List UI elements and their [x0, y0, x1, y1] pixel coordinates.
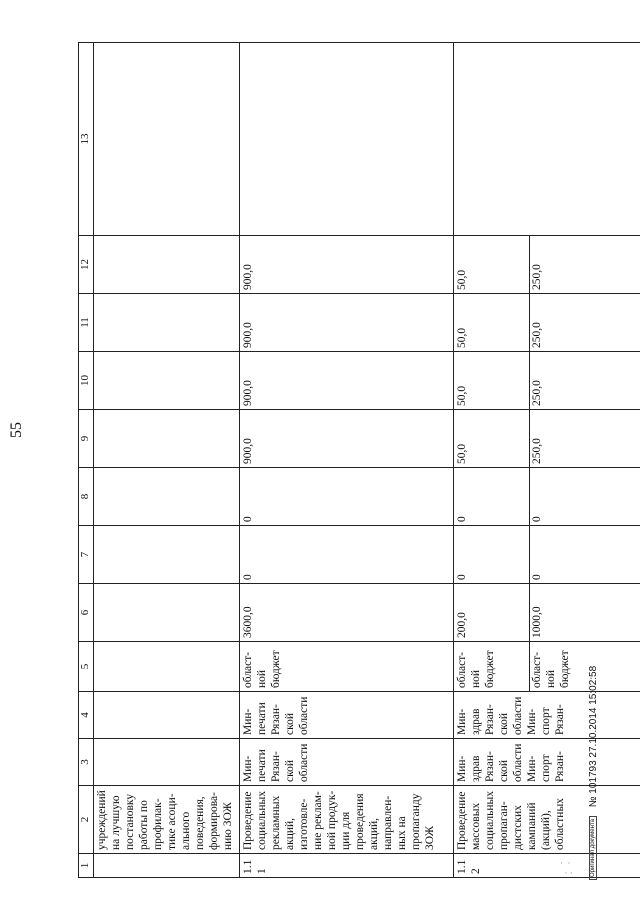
row-year-line: 250,0	[529, 410, 544, 467]
row-year	[454, 236, 640, 294]
header-cell: 5	[79, 642, 94, 692]
row-year-line: 0	[529, 526, 544, 583]
rotated-table-wrapper	[78, 42, 640, 878]
row-source	[94, 642, 240, 692]
row-year: 900,0	[240, 352, 454, 410]
row-total	[94, 584, 240, 642]
row-number: 1.11	[240, 854, 454, 878]
row-year-line: 50,0	[456, 327, 468, 348]
row-year	[454, 294, 640, 352]
row-source-line: област-ной бюджет	[456, 650, 497, 688]
header-cell: 2	[79, 786, 94, 854]
row-year	[454, 352, 640, 410]
row-executor	[94, 739, 240, 786]
table-row	[94, 43, 240, 878]
row-co-executor: Мин-здрав Рязан-ской области Мин-спорт Рязан-	[454, 692, 640, 739]
row-year-line: 0	[456, 574, 468, 580]
row-number	[94, 854, 240, 878]
row-year-line: 50,0	[456, 269, 468, 290]
row-year-line: 0	[456, 516, 468, 522]
header-cell: 7	[79, 526, 94, 584]
row-name: учреждений на лучшую постановку работы по профилак-тике асоци-ального поведения, формирова-нию ЗОЖ	[94, 786, 240, 854]
table-row	[240, 43, 454, 878]
row-source-line: област-ной бюджет	[529, 642, 572, 691]
row-year	[454, 526, 640, 584]
row-year	[94, 468, 240, 526]
row-year	[94, 236, 240, 294]
row-total-line: 200,0	[456, 612, 468, 638]
row-year-line: 0	[529, 468, 544, 525]
page-number: 55	[8, 422, 25, 438]
document-footer	[588, 620, 599, 880]
row-year	[454, 410, 640, 468]
header-cell: 6	[79, 584, 94, 642]
row-year	[94, 526, 240, 584]
row-year: 900,0	[240, 410, 454, 468]
row-executor: Мин-здрав Рязан-ской области Мин-спорт Рязан-	[454, 739, 640, 786]
header-cell: 10	[79, 352, 94, 410]
header-row	[79, 43, 94, 878]
row-year	[94, 410, 240, 468]
table-row	[454, 43, 640, 878]
row-year-line: 250,0	[529, 236, 544, 293]
header-cell: 3	[79, 739, 94, 786]
row-co-executor	[94, 692, 240, 739]
row-year: 900,0	[240, 236, 454, 294]
row-indicator	[240, 43, 454, 236]
row-year: 900,0	[240, 294, 454, 352]
row-year	[94, 294, 240, 352]
header-cell: 1	[79, 854, 94, 878]
row-total-line: 1000,0	[529, 584, 544, 641]
header-cell: 9	[79, 410, 94, 468]
row-name: Проведение социальных рекламных акций, изготовле-ние реклам-ной продук-ции для проведения акций, направлен-ных на пропаганду ЗОЖ	[240, 786, 454, 854]
row-year-line: 50,0	[456, 443, 468, 464]
row-source: област-ной бюджет	[240, 642, 454, 692]
doc-datetime: 27.10.2014 15:02:58	[588, 665, 599, 758]
row-year-line: 250,0	[529, 294, 544, 351]
row-indicator	[94, 43, 240, 236]
row-year	[454, 468, 640, 526]
row-year	[94, 352, 240, 410]
row-year-line: 50,0	[456, 385, 468, 406]
header-cell: 13	[79, 43, 94, 236]
row-executor: Мин-печати Рязан-ской области	[240, 739, 454, 786]
row-total	[454, 584, 640, 642]
scan-specks: · · · ·	[560, 858, 573, 878]
header-cell: 12	[79, 236, 94, 294]
row-year: 0	[240, 468, 454, 526]
original-stamp: Оригинал документа	[589, 816, 597, 880]
row-name: Проведение массовых социальных пропаган-дистских кампаний (акций), областных	[454, 786, 640, 854]
row-source	[454, 642, 640, 692]
row-indicator	[454, 43, 640, 236]
doc-number: № 101793	[588, 760, 599, 808]
budget-table	[78, 42, 640, 878]
row-year-line: 250,0	[529, 352, 544, 409]
header-cell: 11	[79, 294, 94, 352]
header-cell: 4	[79, 692, 94, 739]
row-number: 1.12	[454, 854, 640, 878]
row-co-executor: Мин-печати Рязан-ской области	[240, 692, 454, 739]
header-cell: 8	[79, 468, 94, 526]
row-year: 0	[240, 526, 454, 584]
row-total: 3600,0	[240, 584, 454, 642]
